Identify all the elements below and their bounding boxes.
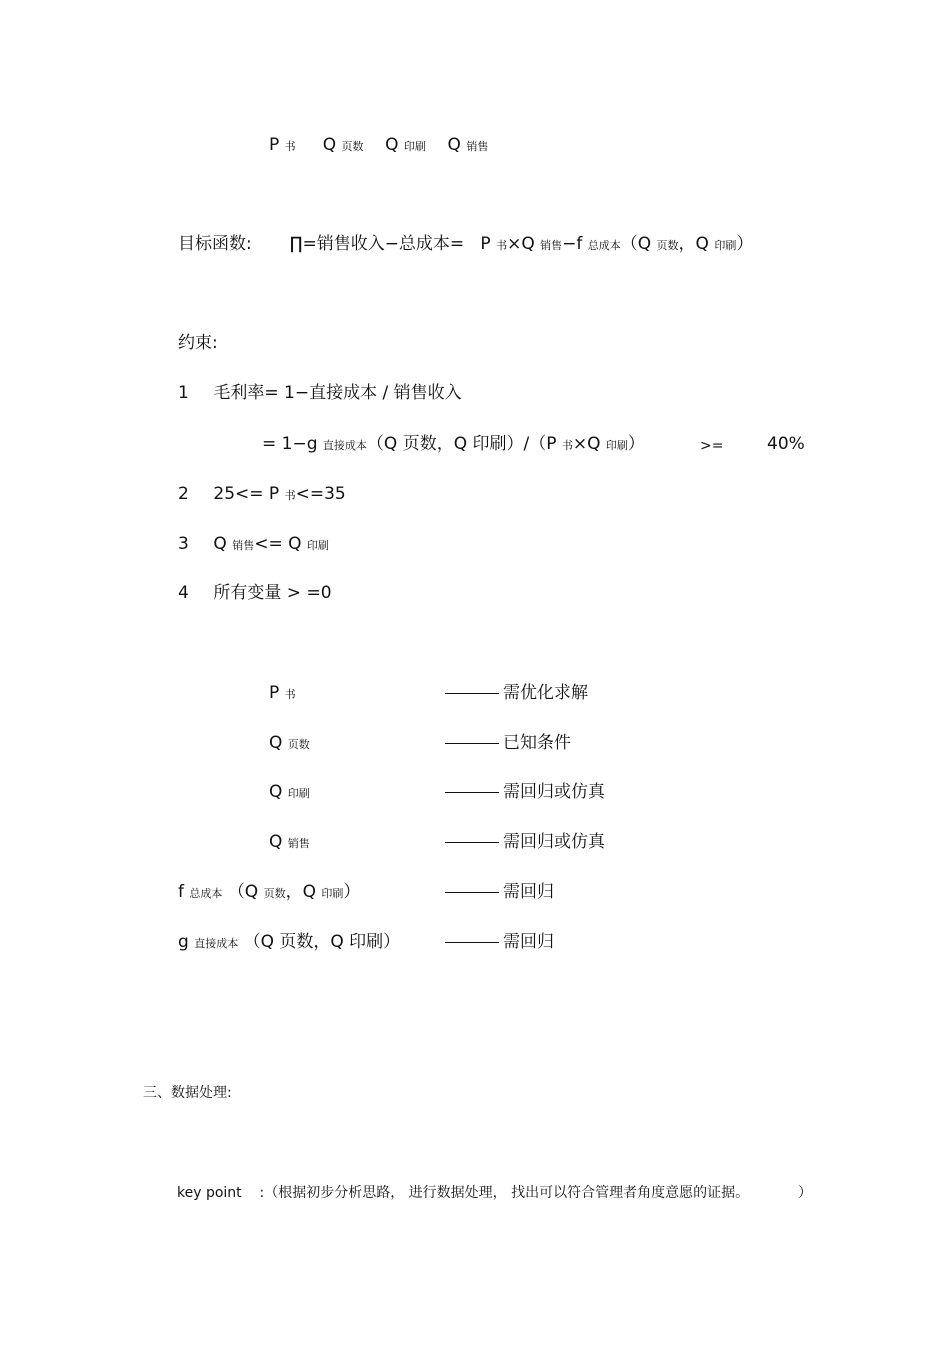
em-dash-line [445, 842, 499, 843]
objective-p-sub: 书 [496, 239, 508, 252]
objective-q-print-sub: 印刷 [714, 239, 737, 252]
constraint-3-num: 3 [178, 534, 189, 554]
legend-var-sub: 书 [284, 688, 296, 701]
constraint-3-sub-a: 销售 [232, 539, 255, 552]
constraint-1-text: 毛利率= 1−直接成本 / 销售收入 [213, 383, 462, 403]
em-dash-line [445, 942, 499, 943]
legend-var: P [269, 683, 280, 703]
objective-expr: ∏=销售收入−总成本= [289, 234, 465, 254]
key-point-line [177, 1183, 749, 1203]
legend-desc: 已知条件 [503, 733, 571, 753]
var-q-sales: Q [447, 135, 461, 155]
var-p-sub: 书 [284, 140, 296, 153]
legend-desc: 需回归 [503, 932, 554, 952]
top-variables [269, 135, 488, 157]
constraint-1-p-sub: 书 [561, 439, 573, 452]
var-q-print-sub: 印刷 [403, 140, 426, 153]
objective-q-pages-sub: 页数 [656, 239, 679, 252]
var-p: P [269, 135, 280, 155]
objective-f-sub: 总成本 [587, 239, 621, 252]
var-q-pages: Q [322, 135, 337, 155]
em-dash-line [445, 743, 499, 744]
constraint-4 [178, 583, 332, 603]
objective-q-sales-sub: 销售 [540, 239, 563, 252]
legend-desc: 需回归 [503, 882, 554, 902]
constraint-1 [178, 383, 462, 403]
objective-minus-f: −f [562, 234, 583, 254]
em-dash-line [445, 693, 499, 694]
constraint-1-q-sub: 印刷 [605, 439, 628, 452]
constraint-1-times-q: ×Q [572, 434, 601, 454]
legend-desc-q-pages [445, 733, 571, 753]
legend-var-sub: 总成本 [189, 887, 223, 900]
var-q-print: Q [385, 135, 399, 155]
legend-row-g [178, 932, 400, 954]
em-dash-line [445, 792, 499, 793]
legend-desc-f [445, 882, 554, 902]
legend-var-sub: 直接成本 [194, 937, 239, 950]
legend-args-end: ） [343, 882, 361, 902]
constraint-1-args: （Q 页数，Q 印刷）/（P [366, 434, 557, 454]
legend-row-q-print [269, 782, 310, 804]
legend-desc: 需优化求解 [503, 683, 588, 703]
constraint-3-leq-q: <= Q [254, 534, 302, 554]
legend-var-sub: 印刷 [287, 787, 310, 800]
objective-function [178, 234, 753, 256]
key-point-close: ） [798, 1185, 812, 1201]
legend-desc-q-print [445, 782, 605, 802]
constraint-1-close: ） [627, 434, 645, 454]
objective-label: 目标函数: [178, 234, 252, 254]
legend-desc-q-sales [445, 832, 605, 852]
legend-row-q-sales [269, 832, 310, 854]
constraints-label: 约束: [178, 333, 218, 353]
constraint-4-text: 所有变量 > =0 [213, 583, 332, 603]
objective-paren-close: ） [736, 234, 754, 254]
constraint-2-sub: 书 [284, 489, 296, 502]
legend-args-open: （Q [227, 882, 259, 902]
legend-desc-g [445, 932, 554, 952]
objective-paren-open: （Q [620, 234, 652, 254]
legend-args-sub1: 页数 [263, 887, 286, 900]
constraint-4-num: 4 [178, 583, 189, 603]
constraint-2-lower: 25<= P [213, 484, 280, 504]
em-dash-line [445, 892, 499, 893]
constraint-3-q: Q [213, 534, 227, 554]
constraint-2 [178, 484, 346, 506]
constraint-1-op: >= [700, 438, 724, 454]
legend-args-mid: ，Q [285, 882, 316, 902]
objective-p: P [480, 234, 491, 254]
legend-var-sub: 页数 [287, 738, 310, 751]
constraint-3-sub-b: 印刷 [306, 539, 329, 552]
legend-args-sub2: 印刷 [321, 887, 344, 900]
key-point-text: :（根据初步分析思路， 进行数据处理， 找出可以符合管理者角度意愿的证据。 [259, 1185, 750, 1201]
constraint-1-value: 40% [767, 434, 805, 454]
constraint-1-line2 [262, 434, 645, 456]
legend-row-p [269, 683, 296, 705]
legend-desc: 需回归或仿真 [503, 832, 605, 852]
constraint-1-num: 1 [178, 383, 189, 403]
var-q-sales-sub: 销售 [466, 140, 489, 153]
legend-var: f [178, 882, 184, 902]
legend-var: g [178, 932, 189, 952]
constraint-3 [178, 534, 329, 556]
constraint-1-g: = 1−g [262, 434, 318, 454]
var-q-pages-sub: 页数 [341, 140, 364, 153]
legend-var: Q [269, 832, 283, 852]
legend-var-sub: 销售 [287, 837, 310, 850]
legend-row-f [178, 882, 360, 904]
constraint-2-upper: <=35 [295, 484, 346, 504]
section-3-heading: 三、数据处理: [143, 1085, 232, 1101]
key-point-label: key point [177, 1185, 242, 1201]
legend-args: （Q 页数，Q 印刷） [243, 932, 401, 952]
legend-row-q-pages [269, 733, 310, 755]
legend-desc-p [445, 683, 588, 703]
legend-desc: 需回归或仿真 [503, 782, 605, 802]
constraint-2-num: 2 [178, 484, 189, 504]
legend-var: Q [269, 733, 283, 753]
legend-var: Q [269, 782, 283, 802]
objective-times-q: ×Q [507, 234, 535, 254]
objective-comma-q: ，Q [678, 234, 709, 254]
constraint-1-g-sub: 直接成本 [322, 439, 367, 452]
